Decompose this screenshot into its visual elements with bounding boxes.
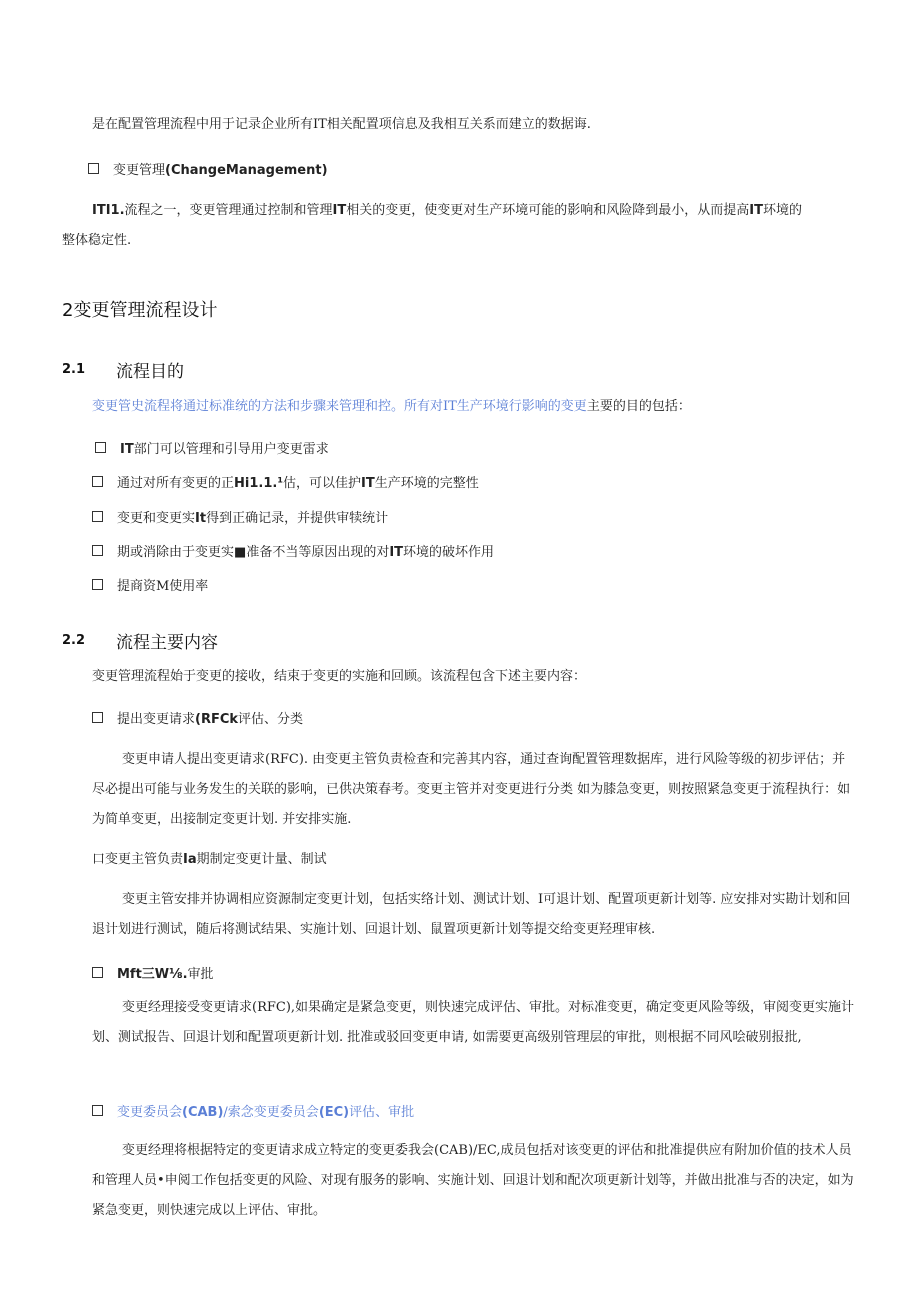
checkbox-square-icon xyxy=(92,511,103,522)
list-item-approve: Mft三W⅛.审批 xyxy=(92,960,214,990)
paragraph-rfc: 变更申请人提出变更请求(RFC). 由变更主管负责检查和完善其内容，通过查询配置管理数据库，进行风险等级的初步评估；并尽必提出可能与业务发生的关联的影响，已供决策春考。变更主管并对变更进行分类 如为膝急变更，则按照紧急变更于流程执行：如为简单变更，出接制定变更计划. 并安排实施. xyxy=(92,752,851,827)
list-item-cab: 变更委员会(CAB)/索念变更委员会(EC)评估、审批 xyxy=(92,1098,414,1128)
paragraph-cab: 变更经理将根据特定的变更请求成立特定的变更委我会(CAB)/EC,成员包括对该变更的评估和批准提供应有附加价值的技术人员和管理人员•申阅工作包括变更的风险、对现有服务的影响、实施计划、回退计划和配次项更新计划等，并做出批准与否的决定，如为紧急变更，则快速完成以上评估、审批。 xyxy=(92,1143,854,1218)
checkbox-square-icon xyxy=(92,476,103,487)
list-item-purpose-1: IT部门可以管理和引导用户变更雷求 xyxy=(95,435,329,465)
section-title-2-2: 流程主要内容 xyxy=(116,633,218,653)
section-number-2-2: 2.2 xyxy=(62,633,86,648)
list-item-purpose-2: 通过对所有变更的正Hi1.1.¹估，可以佳护IT生产环境的完整性 xyxy=(92,469,479,499)
paragraph-itil-continued: 整体稳定性. xyxy=(62,233,132,248)
checkbox-square-icon xyxy=(92,545,103,556)
checkbox-square-icon xyxy=(92,712,103,723)
paragraph-plan: 变更主管安排并协调相应资源制定变更计划，包括实络计划、测试计划、I可退计划、配置项更新计划等. 应安排对实勘计划和回退计划进行测试，随后将测试结果、实施计划、回退计划、鼠置项更新计划等提交给变更羟理审核. xyxy=(92,892,851,937)
list-item-change-management: 变更管理(ChangeManagement) xyxy=(88,156,328,186)
list-item-purpose-5: 提商资M使用率 xyxy=(92,572,208,602)
list-item-purpose-4: 期或消除由于变更实■准备不当等原因出现的对IT环境的破坏作用 xyxy=(92,538,494,568)
paragraph-approve: 变更经理接受变更请求(RFC),如果确定是紧急变更，则快速完成评估、审批。对标准变更，确定变更风险等级，审阅变更实施计划、测试报告、回退计划和配置项更新计划. 批准或驳回变更申请, 如需要更高级别管理层的审批，则根据不同风哙破别报批, xyxy=(92,1000,855,1045)
section-number-2-1: 2.1 xyxy=(62,362,86,377)
list-item-purpose-3: 变更和变更实It得到正确记录，并提供审犊统计 xyxy=(92,504,388,534)
paragraph-itil: ITI1.流程之一，变更管理通过控制和管理IT相关的变更，使变更对生产环境可能的影响和风险降到最小，从而提高IT环境的 xyxy=(92,203,803,218)
paragraph-cmdb: 是在配置管理流程中用于记录企业所有IT相关配置项信息及我相互关系而建立的数据诲. xyxy=(92,117,591,132)
checkbox-square-icon xyxy=(92,579,103,590)
paragraph-content-intro: 变更管理流程始于变更的接收，结束于变更的实施和回顾。该流程包含下述主要内容： xyxy=(92,669,587,684)
list-item-plan: 口变更主管负责Ia期制定变更计量、制试 xyxy=(92,852,327,867)
list-item-rfc: 提出变更请求(RFCk评估、分类 xyxy=(92,705,303,735)
checkbox-square-icon xyxy=(95,442,106,453)
checkbox-square-icon xyxy=(92,1105,103,1116)
checkbox-square-icon xyxy=(88,163,99,174)
section-title-2-1: 流程目的 xyxy=(116,362,184,382)
paragraph-purpose: 变更管史流程将通过标准统的方法和步骤来管理和控。所有对IT生产环境行影响的变更主要的目的包括： xyxy=(92,399,691,414)
checkbox-square-icon xyxy=(92,967,103,978)
heading-section-2: 2变更管理流程设计 xyxy=(62,300,218,321)
